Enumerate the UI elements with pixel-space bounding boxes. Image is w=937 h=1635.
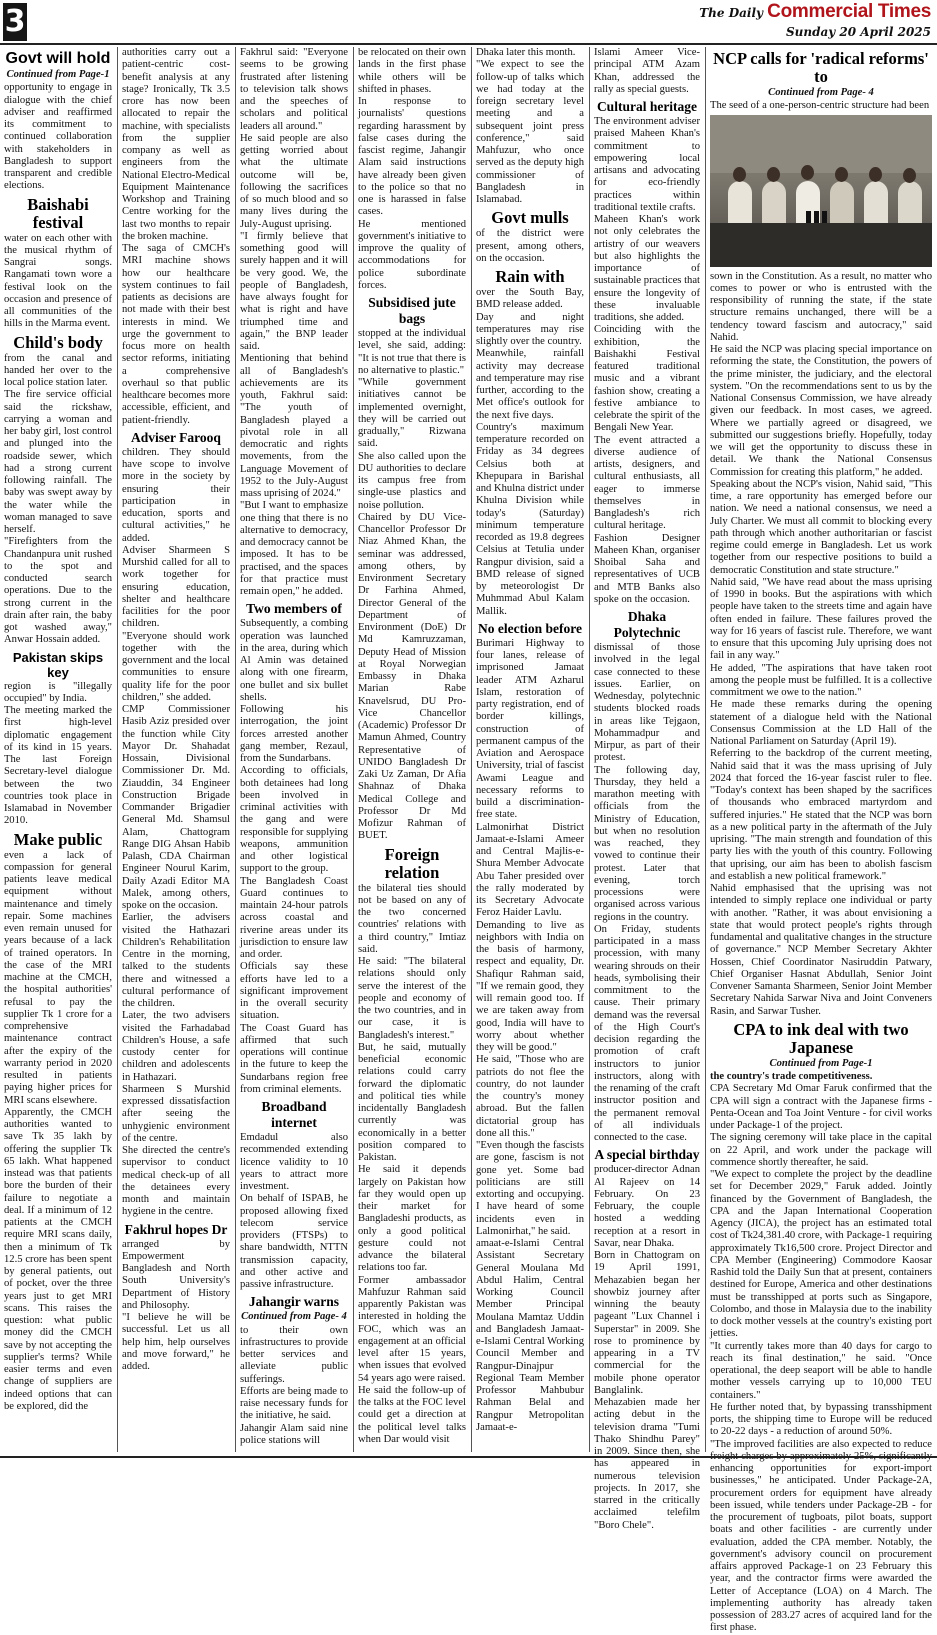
paragraph: But, he said, mutually beneficial economic relations could carry forward the diplomatic and political ties while incidentally Bangladesh currently was economically in a better position compared to Pakistan.: [358, 1041, 466, 1163]
paragraph: Dhaka later this month.: [476, 47, 576, 58]
paragraph: the country's trade competitiveness.: [710, 1071, 873, 1082]
paragraph: He made these remarks during the opening statement of a dialogue held with the National Consensus Commission at the LD Hall of the National Parliament on Saturday (April 19).: [710, 699, 932, 747]
paper-name: [691, 1, 931, 23]
paragraph: Chaired by DU Vice-Chancellor Professor Dr Niaz Ahmed Khan, the seminar was addressed, among others, by Environment Secretary Dr Farhina Ahmed, Director General of the Department of Environment (DoE) Dr Md Kamruzzaman, Deputy Head of Mission at Royal Norwegian Embassy in Dhaka Marian Rabe Knavelsrud, DU Pro-Vice Chancellor (Academic) Professor Dr Mamun Ahmed, Country Representative of UNIDO Bangladesh Dr Zaki Uz Zaman, Dr Afia Shahnaz of Dhaka Medical College and Professor Dr Md Mofizur Rahman of BUET.: [358, 511, 466, 842]
paragraph: Meanwhile, rainfall activity may decrease and temperature may rise further, according to the Met office's outlook for the next five days.: [476, 348, 584, 421]
headline-baishabi-festival: Baishabi festival: [27, 194, 89, 232]
paragraph: "Everyone should work together with the government and the local communities to ensure quality life for the poor children," she added.: [122, 630, 230, 703]
paragraph: Later, the two advisers visited the Farhadabad Children's House, a safe custody center for children and adolescents in Hathazari.: [122, 1010, 230, 1083]
headline-make-public: Make public: [13, 829, 103, 849]
column-2: [122, 47, 230, 1452]
column-divider: [471, 47, 472, 1452]
column-divider: [117, 47, 118, 1452]
headline-cpa-to-ink-deal: CPA to ink deal with two Japanese: [733, 1019, 909, 1057]
column-divider: [235, 47, 236, 1452]
headline-special-birthday: A special birthday: [594, 1147, 700, 1163]
headline-ncp-calls: NCP calls for 'radical reforms' to: [713, 49, 929, 86]
headline-govt-mulls: Govt mulls: [491, 208, 569, 228]
paragraph: stopped at the individual level, she said, adding: "It is not true that there is no alternative to plastic.": [358, 328, 466, 376]
paper-title: Commercial Times: [767, 1, 931, 22]
headline-adviser-farooq: Adviser Farooq: [131, 429, 221, 445]
paragraph: The Coast Guard has affirmed that such operations will continue in the future to keep the Sundarbans region free from criminal elements.: [240, 1022, 348, 1095]
paragraph: On behalf of ISPAB, he proposed allowing fixed telecom service providers (FTSPs) to share bandwidth, NTTN transmission capacity, and other active and passive infrastructure.: [240, 1193, 348, 1290]
paragraph: Country's maximum temperature recorded on Friday as 34 degrees Celsius both at Khepupara in Barishal and Khulna district under Khulna Division while today's (Saturday) minimum temperature recorded as 19.8 degrees Celsius at Tetulia under Rangpur division, said a BMD release of signed by meteorologist Dr Muhmmad Abul Kalam Mallik.: [476, 421, 584, 617]
column-5: [476, 47, 584, 1452]
paragraph: "I believe he will be successful. Let us all help him, help ourselves and move forward," he added.: [122, 1312, 230, 1372]
paragraph: Maheen Khan's work not only celebrates the artistry of our weavers but also highlights the importance of sustainable practices that ensure the longevity of these invaluable traditions, she added.: [594, 214, 700, 323]
headline-no-election-before: No election before: [478, 620, 582, 636]
paragraph: The meeting marked the first high-level diplomatic engagement of its kind in 15 years. The last Foreign Secretary-level dialogue between the two countries took place in Islamabad in November 2010.: [4, 705, 112, 827]
paragraph: Adviser Sharmeen S Murshid called for all to work together for ensuring education, shelter and healthcare facilities for the poor children.: [122, 544, 230, 630]
paragraph: opportunity to engage in dialogue with the chief adviser and reaffirmed its commitment to continued collaboration with stakeholders in Bangladesh to support transparent and credible elections.: [4, 82, 112, 192]
paragraph: Mehazabien made her acting debut in the television drama "Tumi Thako Shindhu Parey" in 2009. Since then, she has appeared in numerous television projects. In 2017, she starred in the critically acclaimed telefilm "Boro Chele".: [594, 1397, 700, 1531]
paragraph: "I firmly believe that something good will surely happen and it will be very good. We, the people of Bangladesh, have always fought for what is right and have triumphed time and again," the BNP leader said.: [240, 230, 348, 352]
paragraph: CMP Commissioner Hasib Aziz presided over the function while City Mayor Dr. Shahadat Hossain, Divisional Commissioner Dr. Md. Ziauddin, 34 Engineer Construction Brigade Commander Brigadier General Md. Shamsul Alam, Chattogram Range DIG Ahsan Habib Palash, CDA Chairman Engineer Nourul Karim, Daily Azadi Editor MA Malek, among others, spoke on the occasion.: [122, 704, 230, 911]
column-6: [594, 47, 700, 1531]
column-4: [358, 47, 466, 1452]
headline-pakistan-skips-key: Pakistan skips key: [12, 649, 104, 680]
paragraph: He said people are also getting worried about what the ultimate outcome will be, following the sacrifices of so much blood and so many lives during the July-August uprising.: [240, 132, 348, 230]
paragraph: He said the follow-up of the talks at the FOC level could get a direction at the political level talks when Dar would visit: [358, 1384, 466, 1445]
paragraph: authorities carry out a patient-centric cost-benefit analysis at any stage? Ironically, Tk 3.5 crore has now been allocated to repair the machine, with specialists from the supplier company as well as engineers from the National Electro-Medical Equipment Maintenance Workshop and Training Centre working for the last two months to repair the broken machine.: [122, 47, 230, 242]
paragraph: Coinciding with the exhibition, the Baishakhi Festival featured traditional music and a vibrant fashion show, creating a festive ambiance to celebrate the spirit of the Bengali New Year.: [594, 324, 700, 434]
paragraph: The following day, Thursday, they held a marathon meeting with officials from the Ministry of Education, but when no resolution was reached, they vowed to continue their protest. Later that evening, torch processions were organised across various regions in the country.: [594, 764, 700, 923]
ncp-press-photo: [710, 115, 932, 267]
paragraph: Lalmonirhat District Jamaat-e-Islami Ameer and Central Majlis-e-Shura Member Advocate Abu Taher presided over the rally moderated by its Secretary Advocate Feroz Haider Lavlu.: [476, 821, 584, 919]
continued-note: Continued from Page-1: [6, 69, 110, 80]
column-1: [4, 47, 112, 1452]
paragraph: The event attracted a diverse audience of artists, designers, and cultural enthusiasts, all eager to immerse themselves in Bangladesh's rich cultural heritage.: [594, 434, 700, 532]
paragraph: region is "illegally occupied" by India.: [4, 680, 112, 704]
paragraph: Nahid emphasised that the uprising was not intended to simply replace one individual or party with another. "Rather, it was about envisioning a state that would protect people's rights through fundamental and qualitative changes in the structure of governance." NCP Member Secretary Akhter Hossen, Chief Coordinator Nasiruddin Patwary, Chief Organiser Hasnat Abdullah, Senior Joint Convener Samanta Sharmeen, Senior Joint Member Secretary Nahida Sarwar Niva and Joint Conveners Rasin, and Sarwar Tusher.: [710, 883, 932, 1017]
paragraph: "We expect to complete the project by the deadline set for December 2029," Faruk added. Jointly financed by the Government of Bangladesh, the CPA and the Japan International Cooperation Agency (JICA), the project has an estimated total cost of Tk24,381.40 crore, with Package-1 requiring approximately Tk16,500 crore. Project Director and CPA Member (Engineering) Commodore Kaosar Rashid told the Daily Sun that at present, containers destined for Europe, America and other destinations must be transshipped at ports such as Singapore, Colombo, and those in Malaysia due to the inability to dock mother vessels at the country's existing port jetties.: [710, 1169, 932, 1340]
paragraph: Subsequently, a combing operation was launched in the area, during which Al Amin was detained along with one firearm, one bullet and six bullet shells.: [240, 618, 348, 703]
column-divider: [589, 47, 590, 1452]
paragraph: He said the NCP was placing special importance on reforming the state, the Constitution, the powers of the prime minister, the judiciary, and the electoral system. "On the recommendations sent to us by the National Consensus Commission, we have already given our feedback. In most cases, we agreed. Where we partially agreed or disagreed, we submitted our suggestions briefly. Hopefully, today we will get the opportunity to discuss these in detail. We thank the National Consensus Commission for creating this platform," he added.: [710, 344, 932, 478]
paragraph: be relocated on their own lands in the first phase while others will be shifted in phases.: [358, 47, 466, 95]
paragraph: water on each other with the musical rhythm of Sangrai songs. Rangamati town wore a festival look on the occasion and presence of all communities of the hills in the Marma event.: [4, 232, 112, 330]
paragraph: Burimari Highway to four lanes, release of imprisoned Jamaat leader ATM Azharul Islam, restoration of party registration, end of border killings, construction of permanent campus of the Aviation and Aerospace University, trial of fascist Awami League and necessary reforms to build a discrimination-free state.: [476, 637, 584, 821]
paragraph: "While government initiatives cannot be implemented overnight, they will be carried out gradually," Rizwana said.: [358, 377, 466, 450]
headline-govt-will-hold: Govt will hold: [5, 50, 111, 67]
masthead-rule: [0, 43, 937, 45]
paragraph: "We expect to see the follow-up of talks which we had today at the foreign secretary level meeting and a subsequent joint press conference," said Mahfuzur, who once served as the deputy high commissioner of Bangladesh in Islamabad.: [476, 59, 584, 205]
paragraph: The saga of CMCH's MRI machine shows how our healthcare system continues to fail patients as decisions are not made with their best interests in mind. We urge the government to focus more on health sector reforms, initiating a comprehensive overhaul so that public healthcare becomes more accessible, efficient, and patient-friendly.: [122, 243, 230, 426]
paragraph: Efforts are being made to raise necessary funds for the initiative, he said.: [240, 1385, 348, 1422]
paragraph: Demanding to live as neighbors with India on the basis of harmony, respect and equality, Dr. Shafiqur Rahman said, "If we remain good, they will remain good too. If we are taken away from good, India will have to worry about whether they will be good.": [476, 919, 584, 1053]
column-7: [710, 47, 932, 1634]
headline-rain-with: Rain with: [495, 267, 565, 286]
paragraph: Born in Chattogram on 19 April 1991, Mehazabien began her showbiz journey after winning the beauty pageant "Lux Channel i Superstar" in 2009. She rose to prominence by appearing in a TV commercial for the mobile phone operator Banglalink.: [594, 1250, 700, 1396]
paragraph: the bilateral ties should not be based on any of the two concerned countries' relations with a third country," Imtiaz said.: [358, 882, 466, 955]
paragraph: According to officials, both detainees had long been involved in criminal activities with the gang and were responsible for supplying weapons, ammunition and other logistical support to the group.: [240, 765, 348, 875]
paragraph: of the district were present, among others, on the occasion.: [476, 228, 584, 264]
headline-two-members: Two members of: [246, 601, 342, 617]
paragraph: Speaking about the NCP's vision, Nahid said, "This time, a rare opportunity has emerged before our nation. We need a national consensus, we need a July Charter. We must all commit to blocking every path through which another authoritarian or fascist regime could emerge in Bangladesh. Let us work together from our respective positions to build a democratic Constitution and state structure.": [710, 478, 932, 576]
continued-note: Continued from Page-1: [769, 1057, 873, 1069]
paragraph: Referring to the backdrop of the current meeting, Nahid said that it was the mass uprising of July 2024 that forced the 16-year fascist ruler to flee. "Today's context has been shaped by the sacrifices of thousands who embraced martyrdom and suffered injuries." He stated that the NCP was born as a new political party in the aftermath of the July uprising. "The main strength and foundation of this party lies with the youth of this country. Following that uprising, our aim has been to abolish fascism and establish a new political framework.": [710, 748, 932, 882]
paragraph: sown in the Constitution. As a result, no matter who comes to power or who is entrusted with the responsibility of running the state, if the state structure remains unchanged, there will be a tendency toward fascism and autocracy," said Nahid.: [710, 270, 932, 343]
paragraph: Mentioning that behind all of Bangladesh's achievements are its youth, Fakhrul said: "The youth of Bangladesh played a pivotal role in all democratic and rights movements, from the Language Movement of 1952 to the July-August mass uprising of 2024.": [240, 353, 348, 499]
paper-prefix: The Daily: [699, 6, 763, 20]
paragraph: amaat-e-Islami Central Assistant Secretary General Moulana Md Abdul Halim, Central Working Council Member Principal Moulana Mamtaz Uddin and Bangladesh Jamaat-e-Islami Central Working Council Member and Rangpur-Dinajpur Regional Team Member Professor Mahbubur Rahman Belal and Rangpur Metropolitan Jamaat-e-: [476, 1238, 584, 1433]
headline-fakhrul-hopes: Fakhrul hopes Dr: [124, 1221, 228, 1237]
paragraph: producer-director Adnan Al Rajeev on 14 February. On 23 February, the couple hosted a wedding reception at a resort in Savar, near Dhaka.: [594, 1164, 700, 1249]
continued-note: Continued from Page- 4: [241, 1311, 347, 1323]
column-3: [240, 47, 348, 1452]
paragraph: The environment adviser praised Maheen Khan's commitment to empowering local artisans and advocating for eco-friendly practices within traditional textile crafts.: [594, 116, 700, 213]
paragraph: On Friday, students participated in a mass procession, with many wearing shrouds on their heads, symbolising their commitment to the cause. Their primary demand was the reversal of the High Court's decision regarding the promotion of craft instructors to junior instructors, along with the renaming of the craft instructor position and the permanent removal of all individuals connected to the case.: [594, 923, 700, 1143]
paragraph: arranged by Empowerment Bangladesh and North South University's Department of History and Philosophy.: [122, 1238, 230, 1311]
paragraph: The signing ceremony will take place in the capital on 22 April, and work under the package will commence shortly thereafter, he said.: [710, 1132, 932, 1168]
paragraph: The fire service official said the rickshaw, carrying a woman and her baby girl, lost control and plunged into the roadside sewer, which had a strong current following rainfall. The baby was swept away by the water while the woman managed to save herself.: [4, 389, 112, 535]
paragraph: Jahangir Alam said nine police stations will: [240, 1422, 348, 1446]
paragraph: over the South Bay, BMD release added.: [476, 287, 584, 311]
paragraph: "Even though the fascists are gone, fascism is not gone yet. Some bad politicians are still extorting and occupying. I have heard of some incidents even in Lalmonirhat," he said.: [476, 1140, 584, 1237]
paragraph: Officials say these efforts have led to a significant improvement in the overall security situation.: [240, 961, 348, 1022]
headline-subsidised-jute-bags: Subsidised jute bags: [368, 295, 456, 326]
paragraph: "Firefighters from the Chandanpura unit rushed to the spot and conducted search operations. Due to the strong current in the drain after rain, the baby got washed away," Anwar Hossain added.: [4, 536, 112, 646]
paragraph: Apparently, the CMCH authorities wanted to save Tk 35 lakh by offering the supplier Tk 65 lakh. What happened instead was that patients bore the burden of their failure to negotiate a deal. If a minimum of 12 patients at the CMCH require MRI scans daily, then a minimum of Tk 12.5 crore has been spent by general patients, out of pocket, over the three years just to get MRI scans. This raises the question: what public money did the CMCH save by not accepting the supplier's terms? While easier terms and even change of suppliers are indeed options that can be explored, did the: [4, 1106, 112, 1412]
paragraph: "But I want to emphasize one thing that there is no alternative to democracy, and democracy cannot be imposed. It has to be practised, and the spaces for that practice must remain open," he added.: [240, 500, 348, 597]
paragraph: He mentioned government's initiative to improve the quality of accommodations for police subordinate forces.: [358, 218, 466, 291]
paragraph: Following his interrogation, the joint forces arrested another gang member, Rezaul, from the Sundarbans.: [240, 704, 348, 764]
paragraph: "The improved facilities are also expected to reduce freight charges by approximately 25%, significantly enhancing opportunities for export-import businesses," he anticipated. Under Package-2A, procurement orders for equipment have already been issued, while tenders under Package-2B - for the procurement of tugboats, pilot boats, support boats and other facilities - are currently under evaluation, added the CPA member. Notably, the government's advisory council on procurement affairs approved Package-1 on 23 February this year, and the contractor firms were awarded the Letter of Acceptance (LOA) on 4 March. The implementing authority has already taken possession of 283.27 acres of acquired land for the first phase.: [710, 1438, 932, 1634]
paragraph: Islami Ameer Vice-principal ATM Azam Khan, addressed the rally as special guests.: [594, 47, 700, 95]
paragraph: Fashion Designer Maheen Khan, organiser Shoibal Saha and representatives of UCB and MTB Banks also spoke on the occasion.: [594, 532, 700, 605]
issue-date: Sunday 20 April 2025: [785, 25, 931, 39]
headline-foreign-relation: Foreign relation: [384, 844, 440, 882]
paragraph: Earlier, the advisers visited the Hathazari Children's Rehabilitation Centre in the morning, talked to the students there and witnessed a cultural performance of the children.: [122, 912, 230, 1009]
paragraph: "It currently takes more than 40 days for cargo to reach its final destination," he said. "Once operational, the deep seaport will be able to handle mother vessels carrying up to 10,000 TEU containers.": [710, 1340, 932, 1401]
page-number: 3: [4, 4, 26, 39]
paragraph: The Bangladesh Coast Guard continues to maintain 24-hour patrols across coastal and riverine areas under its jurisdiction to ensure law and order.: [240, 875, 348, 960]
headline-broadband-internet: Broadband internet: [261, 1099, 327, 1130]
paragraph: He said: "The bilateral relations should only serve the interest of the people and economy of the two countries, and in our case, it is Bangladesh's interest.": [358, 956, 466, 1041]
continued-note: Continued from Page- 4: [768, 87, 874, 98]
paragraph: Nahid said, "We have read about the mass uprising of 1990 in books. But the aspirations with which people have taken to the streets time and again have often ended in failure. These failures proved the way for 16 years of fascist rule. Therefore, we want to ensure that this upcoming July uprising does not fail in any way.": [710, 576, 932, 662]
paragraph: The seed of a one-person-centric structure had been: [710, 100, 930, 112]
headline-jahangir-warns: Jahangir warns: [248, 1294, 340, 1310]
paragraph: He added, "The aspirations that have taken root among the people must be fulfilled. It is a collective commitment we owe to the nation.": [710, 662, 932, 698]
paragraph: He further noted that, by bypassing transshipment ports, the shipping time to Europe will be reduced to 20-22 days - a reduction of around 50%.: [710, 1401, 932, 1438]
paragraph: She directed the centre's supervisor to conduct medical check-up of all the detainees every month and maintain hygiene in the centre.: [122, 1145, 230, 1218]
paragraph: to their own infrastructures to provide better services and alleviate public sufferings.: [240, 1324, 348, 1385]
headline-cultural-heritage: Cultural heritage: [596, 99, 698, 114]
paragraph: children. They should have scope to involve more in the society by ensuring their participation in education, sports and cultural activities," he added.: [122, 446, 230, 544]
paragraph: She also called upon the DU authorities to declare its campus free from single-use plastics and noise pollution.: [358, 450, 466, 511]
paragraph: He said, "Those who are patriots do not flee the country, do not launder the country's money abroad. But the fallen dictatorial group has done all this.": [476, 1054, 584, 1139]
masthead: [691, 1, 931, 39]
footer-rule: [0, 1456, 937, 1458]
paragraph: Former ambassador Mahfuzur Rahman said apparently Pakistan was interested in holding the FOC, which was an engagement at an official level after 15 years, when issues that evolved 54 years ago were raised.: [358, 1274, 466, 1384]
paragraph: even a lack of compassion for general patients leave medical equipment without maintenance and timely repair. Some machines even remain unused for years because of a lack of trained operators. In the case of the MRI machine at the CMCH, the hospital authorities' refusal to pay the supplier Tk 1 crore for a comprehensive maintenance contract after the expiry of the warranty period in 2020 resulted in patients paying higher prices for MRI scans elsewhere.: [4, 849, 112, 1106]
paragraph: Sharmeen S Murshid expressed dissatisfaction after seeing the unhygienic environment of the centre.: [122, 1083, 230, 1144]
paragraph: CPA Secretary Md Omar Faruk confirmed that the CPA will sign a contract with the Japanese firms - Penta-Ocean and Toa Joint Venture - for civil works under Package-1 of the project.: [710, 1083, 932, 1131]
paragraph: In response to journalists' questions regarding harassment by false cases during the fascist regime, Jahangir Alam said instructions have already been given to the police so that no one is harassed in false cases.: [358, 96, 466, 218]
column-divider: [353, 47, 354, 1452]
paragraph: from the canal and handed her over to the local police station later.: [4, 352, 112, 388]
paragraph: Emdadul also recommended extending licence validity to 10 years to attract more investment.: [240, 1132, 348, 1192]
paragraph: He said it depends largely on Pakistan how far they would open up their market for Bangladeshi products, as only a good political gesture could not advance the bilateral relations too far.: [358, 1164, 466, 1274]
paragraph: Fakhrul said: "Everyone seems to be growing frustrated after listening to television talk shows and the speeches of scholars and political leaders all around.": [240, 47, 348, 132]
paragraph: Day and night temperatures may rise slightly over the country.: [476, 311, 584, 347]
headline-childs-body: Child's body: [13, 332, 103, 352]
paragraph: dismissal of those involved in the legal case connected to these issues. Earlier, on Wednesday, polytechnic students blocked roads in areas like Tejgaon, Mohammadpur and Mirpur, as part of their protest.: [594, 642, 700, 764]
column-divider: [705, 47, 706, 1452]
headline-dhaka-polytechnic: Dhaka Polytechnic: [613, 609, 681, 640]
